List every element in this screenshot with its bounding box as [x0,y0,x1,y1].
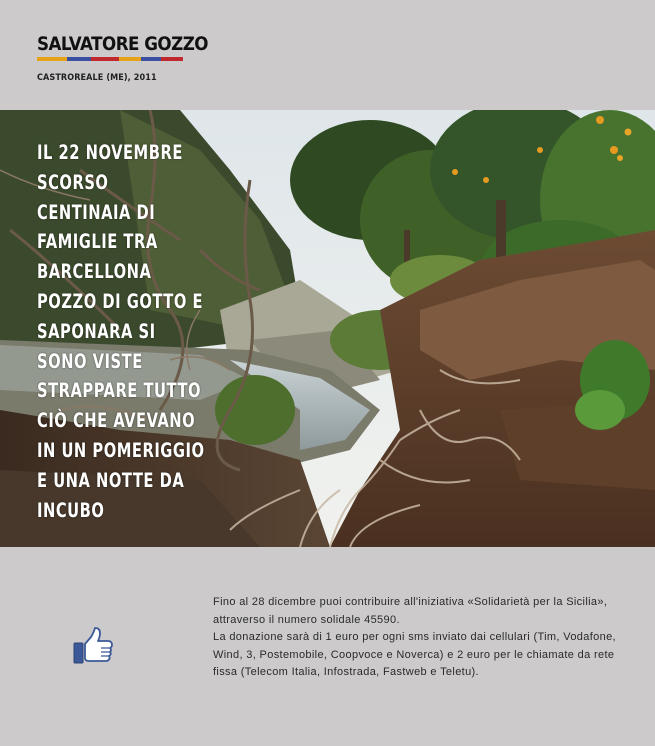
headline-line: SONO VISTE [37,349,143,373]
underline-segment [119,57,141,61]
photo-location: CASTROREALE (ME), 2011 [37,73,157,83]
headline-line: CIÒ CHE AVEVANO [37,409,196,433]
headline-line: INCUBO [37,498,105,522]
headline-line: FAMIGLIE TRA [37,230,158,254]
headline-line: BARCELLONA [37,260,152,284]
headline-line: E UNA NOTTE DA [37,468,185,492]
headline-line: SAPONARA SI [37,319,156,343]
donation-info [213,594,623,682]
thumbs-up-icon[interactable] [73,627,113,665]
underline-segment [161,57,183,61]
thumbs-up-icon-graphic [73,627,113,665]
underline-segment [91,57,119,61]
donation-details: La donazione sarà di 1 euro per ogni sms inviato dai cellulari (Tim, Vodafone, Wind, 3, Postemobile, Coopvoce e Noverca) e 2 euro per le chiamate da rete fissa (Telecom Italia, Infostrada, Fastweb e Teletu). [213,631,616,678]
author-underline [37,57,183,61]
headline [37,138,205,525]
headline-line: IL 22 NOVEMBRE [37,141,183,164]
headline-line: IN UN POMERIGGIO [37,438,205,462]
headline-line: SCORSO [37,170,109,194]
header [0,0,655,110]
headline-line: STRAPPARE TUTTO [37,379,202,403]
underline-segment [141,57,161,61]
headline-line: POZZO DI GOTTO E [37,289,204,313]
author-name: SALVATORE GOZZO [37,33,209,55]
underline-segment [67,57,91,61]
headline-line: CENTINAIA DI [37,200,156,224]
underline-segment [37,57,67,61]
donation-intro: Fino al 28 dicembre puoi contribuire all'iniziativa «Solidarietà per la Sicilia», attraverso il numero solidale 45590. [213,596,608,626]
